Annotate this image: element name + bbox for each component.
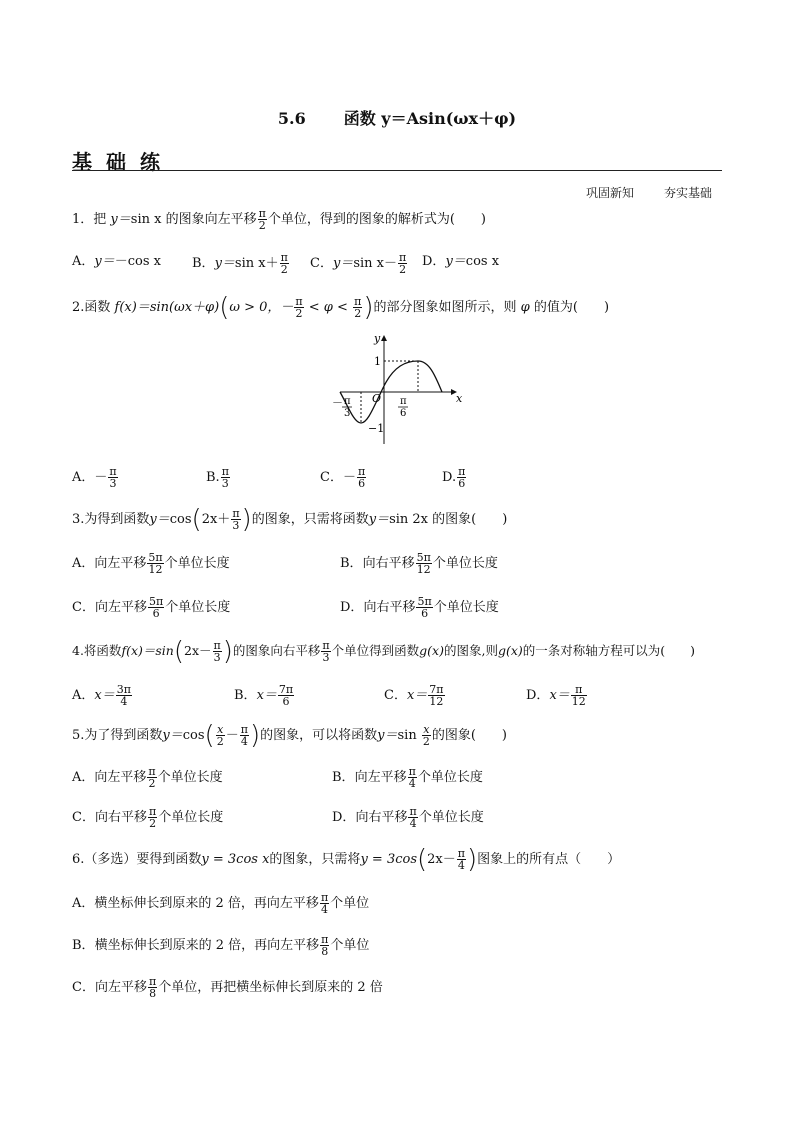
y-max-label: 1 [374, 355, 381, 368]
question-2: 2.函数 f(x)＝sin(ωx＋φ)(ω > 0，－ $\frac{\pi}{2}$ < φ < $\frac{\pi}{2}$ )的部分图象如图所示，则 φ 的值为( ) [72, 292, 610, 323]
right-tick-pi: π [400, 396, 407, 407]
q2-option-c[interactable]: C．－ $\frac{\pi}{6}$ [320, 465, 366, 490]
q5-option-c[interactable]: C．向右平移 $\frac{\pi}{2}$ 个单位长度 [72, 805, 224, 830]
q6-option-a[interactable]: A．横坐标伸长到原来的 2 倍，再向左平移 $\frac{\pi}{4}$ 个单位 [72, 891, 370, 916]
q2-option-d[interactable]: D. $\frac{\pi}{6}$ [442, 465, 466, 490]
question-5: 5.为了得到函数y＝cos( $\frac{x}{2}$ － $\frac{\pi}{4}$ )的图象，可以将函数y＝sin $\frac{x}{2}$ 的图象( ) [72, 720, 507, 751]
left-tick-pi: π [344, 396, 351, 407]
x-label: x [456, 392, 463, 405]
q5-option-b[interactable]: B．向左平移 $\frac{\pi}{4}$ 个单位长度 [332, 765, 483, 790]
q6-option-c[interactable]: C．向左平移 $\frac{\pi}{8}$ 个单位，再把横坐标伸长到原来的 2 倍 [72, 975, 383, 1000]
q1-option-d[interactable]: D．y＝cos x [422, 254, 500, 269]
q5-option-a[interactable]: A．向左平移 $\frac{\pi}{2}$ 个单位长度 [72, 765, 223, 790]
q2-option-b[interactable]: B. $\frac{\pi}{3}$ [206, 465, 229, 490]
q1-option-a[interactable]: A．y＝－cos x [72, 254, 161, 269]
q1-option-c[interactable]: C．y＝sin x－ $\frac{\pi}{2}$ [310, 251, 407, 276]
question-4: 4.将函数f(x)＝sin(2x－ $\frac{\pi}{3}$ )的图象向右平移 $\frac{\pi}{3}$ 个单位得到函数g(x)的图象,则g(x)的一条对称轴方程可以为( ) [72, 636, 696, 667]
right-tick-den: 6 [400, 408, 407, 419]
q6-option-b[interactable]: B．横坐标伸长到原来的 2 倍，再向左平移 $\frac{\pi}{8}$ 个单位 [72, 933, 370, 958]
question-1: 1．把 y＝sin x 的图象向左平移 $\frac{\pi}{2}$ 个单位，得到的图象的解析式为( ) [72, 207, 486, 232]
title-text: 函数 y＝Asin(ωx＋φ) [343, 109, 517, 128]
q3-option-c[interactable]: C．向左平移 $\frac{5\pi}{6}$ 个单位长度 [72, 595, 231, 620]
left-tick-den: 3 [344, 408, 351, 419]
q3-option-d[interactable]: D．向右平移 $\frac{5\pi}{6}$ 个单位长度 [340, 595, 499, 620]
tag-foundation: 夯实基础 [664, 186, 713, 200]
q4-option-b[interactable]: B．x＝ $\frac{7\pi}{6}$ [234, 683, 294, 708]
q4-option-c[interactable]: C．x＝ $\frac{7\pi}{12}$ [384, 683, 444, 708]
q2-option-a[interactable]: A．－ $\frac{\pi}{3}$ [72, 465, 117, 490]
q4-option-a[interactable]: A．x＝ $\frac{3\pi}{4}$ [72, 683, 131, 708]
heading-rule [72, 170, 722, 171]
y-label: y [374, 332, 381, 345]
tag-consolidate: 巩固新知 [586, 186, 635, 200]
page-title [0, 106, 794, 129]
q4-option-d[interactable]: D．x＝ $\frac{\pi}{12}$ [526, 683, 586, 708]
q1-option-b[interactable]: B．y＝sin x＋ $\frac{\pi}{2}$ [192, 251, 288, 276]
question-3: 3.为得到函数y＝cos(2x＋ $\frac{\pi}{3}$ )的图象，只需将函数y＝sin 2x 的图象( ) [72, 504, 508, 535]
q3-option-a[interactable]: A．向左平移 $\frac{5\pi}{12}$ 个单位长度 [72, 551, 230, 576]
y-min-label: −1 [368, 422, 385, 435]
section-number: 5.6 [277, 109, 306, 128]
q3-option-b[interactable]: B．向右平移 $\frac{5\pi}{12}$ 个单位长度 [340, 551, 498, 576]
left-tick-minus: － [332, 396, 343, 409]
section-heading: 基础练 [72, 150, 174, 174]
sine-graph [320, 326, 470, 448]
q5-option-d[interactable]: D．向右平移 $\frac{\pi}{4}$ 个单位长度 [332, 805, 484, 830]
question-6: 6.（多选）要得到函数y = 3cos x的图象，只需将y = 3cos(2x－ $\frac{\pi}{4}$ )图象上的所有点（ ） [72, 844, 621, 875]
origin-label: O [372, 392, 382, 405]
